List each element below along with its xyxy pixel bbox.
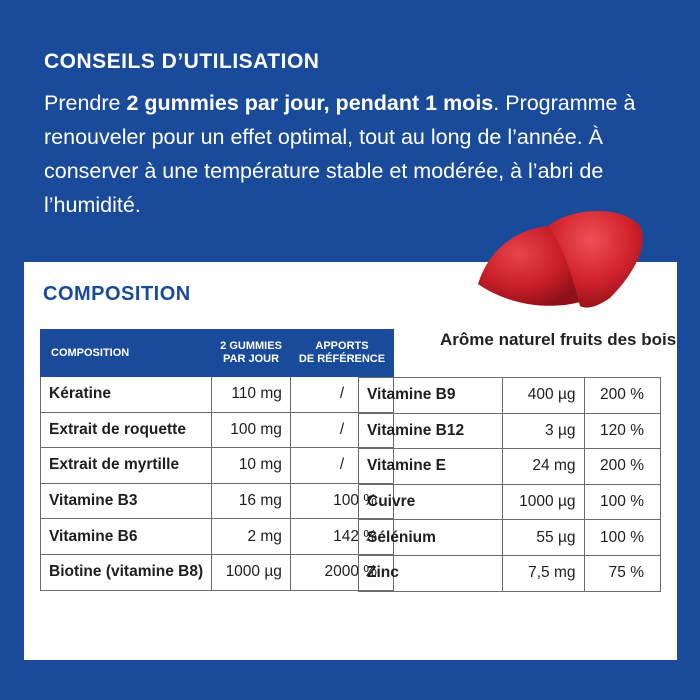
ingredient-dose: 400 µg — [503, 378, 584, 414]
ingredient-name: Vitamine E — [359, 449, 503, 485]
header-composition: COMPOSITION — [41, 330, 212, 377]
table-row — [359, 484, 661, 520]
ingredient-reference: 100 % — [584, 484, 660, 520]
table-row — [41, 483, 394, 519]
ingredient-dose: 100 mg — [212, 412, 291, 448]
ingredient-dose: 10 mg — [212, 448, 291, 484]
ingredient-reference: / — [290, 412, 393, 448]
ingredient-name: Vitamine B9 — [359, 378, 503, 414]
gummy-image — [470, 206, 650, 316]
ingredient-dose: 110 mg — [212, 377, 291, 413]
table-row — [359, 378, 661, 414]
usage-text-intro: Prendre — [44, 91, 127, 115]
flavor-label: Arôme naturel fruits des bois — [440, 330, 677, 349]
ingredient-dose: 16 mg — [212, 483, 291, 519]
composition-panel — [24, 262, 677, 660]
table-row — [359, 520, 661, 556]
header-ref-line2: DE RÉFÉRENCE — [298, 353, 386, 365]
header-ref-line1: APPORTS — [315, 340, 369, 352]
table-row — [41, 377, 394, 413]
ingredient-reference: 100 % — [290, 483, 393, 519]
table-row — [359, 449, 661, 485]
ingredient-dose: 24 mg — [503, 449, 584, 485]
ingredient-name: Vitamine B6 — [41, 519, 212, 555]
ingredient-reference: 2000 % — [290, 554, 393, 590]
header-dose — [212, 330, 291, 377]
composition-table-left — [40, 329, 394, 591]
ingredient-dose: 55 µg — [503, 520, 584, 556]
usage-text — [44, 86, 674, 222]
ingredient-dose: 7,5 mg — [503, 555, 584, 591]
table-row — [41, 448, 394, 484]
ingredient-reference: 142 % — [290, 519, 393, 555]
table-header-row — [41, 330, 394, 377]
ingredient-reference: / — [290, 377, 393, 413]
ingredient-name: Zinc — [359, 555, 503, 591]
ingredient-dose: 1000 µg — [503, 484, 584, 520]
usage-text-rest: . Programme à renouveler pour un effet optimal, tout au long de l’année. À conserver à une température stable et modérée, à l’abri de l’humidité. — [44, 91, 636, 217]
ingredient-reference: 120 % — [584, 413, 660, 449]
ingredient-name: Vitamine B3 — [41, 483, 212, 519]
ingredient-name: Kératine — [41, 377, 212, 413]
table-row — [41, 554, 394, 590]
ingredient-dose: 3 µg — [503, 413, 584, 449]
ingredient-name: Vitamine B12 — [359, 413, 503, 449]
table-row — [41, 412, 394, 448]
ingredient-dose: 2 mg — [212, 519, 291, 555]
usage-text-dosage: 2 gummies par jour, pendant 1 mois — [126, 91, 494, 115]
ingredient-dose: 1000 µg — [212, 554, 291, 590]
ingredient-reference: 75 % — [584, 555, 660, 591]
table-row — [359, 413, 661, 449]
ingredient-reference: 200 % — [584, 449, 660, 485]
ingredient-name: Extrait de roquette — [41, 412, 212, 448]
ingredient-reference: / — [290, 448, 393, 484]
ingredient-reference: 200 % — [584, 378, 660, 414]
ingredient-name: Extrait de myrtille — [41, 448, 212, 484]
ingredient-reference: 100 % — [584, 520, 660, 556]
table-row — [359, 555, 661, 591]
header-dose-line2: PAR JOUR — [223, 353, 280, 365]
header-dose-line1: 2 GUMMIES — [220, 340, 282, 352]
ingredient-name: Biotine (vitamine B8) — [41, 554, 212, 590]
ingredient-name: Cuivre — [359, 484, 503, 520]
header-reference — [290, 330, 393, 377]
ingredient-name: Sélénium — [359, 520, 503, 556]
composition-title: COMPOSITION — [43, 283, 191, 305]
composition-table-right — [358, 377, 661, 592]
usage-title: CONSEILS D’UTILISATION — [44, 50, 320, 73]
table-row — [41, 519, 394, 555]
